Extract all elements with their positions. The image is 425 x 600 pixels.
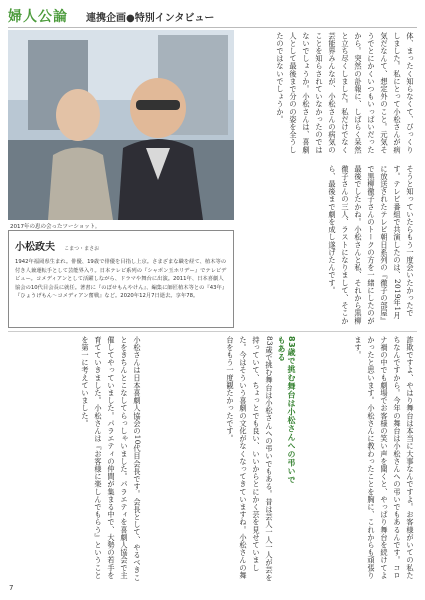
article-column-bottom-1: 小松さんは日本喜劇人協会の10代目会長です。会長として、やるべきことをきちんとこなしてらっしゃいました。パラエティを喜劇人協会で主催してやっていました。パラエティの仲間が集まる中で、大勢の若手を育てていきました。小松さんは『お客様に楽しんでもらう』ということを第一に考えていました。	[81, 336, 142, 582]
article-column-top-1: 体、まったく知らなくて、びっくりしました。私にとって小松さんが病気だなんて、想定外のこと。元気そうでとにかくいつもいっぱいだったから。突然の訃報に、しばらく呆然と立ち尽くしました。私だけでなく芸能界みんなが、小松さんの病気のことを知らされていなかったのではないでしょうか。小松さんは、喜劇人として最後まで分のの姿を全うしたのではないでしょうか。	[276, 32, 415, 154]
header-rule	[8, 27, 417, 28]
article-subhead: 83歳で挑む舞台は小松さんへの弔いでもある	[277, 336, 296, 485]
photo-illustration	[8, 30, 234, 220]
page-header	[8, 6, 417, 28]
magazine-logo: 婦人公論	[8, 9, 68, 25]
article-column-bottom-2: 83歳で挑む舞台は小松さんへの弔いでもある。昔は芸人一人一人が芸を持っていて、ちょっとでも良い、いいからとにかく芸を見せていました。今はそういう喜劇の文化がなくなってきていますね。小松さんの舞台をもう一度観たかったです。	[226, 336, 274, 582]
interview-photo	[8, 30, 234, 220]
page-number: 7	[9, 584, 14, 592]
section-divider	[8, 331, 417, 332]
article-column-bottom-3: 詐欺ですよ、やはり舞台は本当に大事なんですよ。お客様がいての私たちなんですから。今年の舞台は小松さんへの弔いでもあるんです。コロナ禍の中でも劇場でお客様の笑い声を聞くと、やっぱり舞台を続けてよかったと思います。小松さんに教わったことを胸に、これからも頑張ります。	[354, 336, 415, 580]
section-title: 連携企画●特別インタビュー	[86, 13, 215, 24]
profile-bio: 1942年福岡県生まれ。俳優、19歳で俳優を目指し上京。さまざまな職を経て、植木等の付き人兼運転手として芸能界入り。日本テレビ系列の『シャボン玉ホリデー』でテレビデビュー。コメディアンとして活躍しながら、ドラマや舞台に出演。2011年、日本喜劇人協会の10代目会長に就任。著書に『のぼせもんやけん』、編集に師匠植木等との『43年』『ひょうげもん〜コメディアン奮戦』など。2020年12月7日逝去。享年78。	[15, 259, 227, 299]
profile-box	[8, 230, 234, 328]
photo-caption: 2017年の恵の会ったツーショット。	[10, 224, 101, 230]
article-column-top-2: そうと知っていたらもう一度会いたかったです。テレビ番組で共演したのは、2019年1月に放送されたテレビ朝日系列の『徹子の部屋』で黒柳徹子さんのトークの方を一緒にしたのが最後でしたかね。小松さんと私、それから黒柳徹子さんの三人、ラストになりまして、そこから、最後まで劇を成し遂げたんです。	[328, 165, 415, 325]
profile-name: 小松政夫	[15, 242, 55, 253]
profile-ruby: こまつ・まさお	[64, 246, 100, 252]
